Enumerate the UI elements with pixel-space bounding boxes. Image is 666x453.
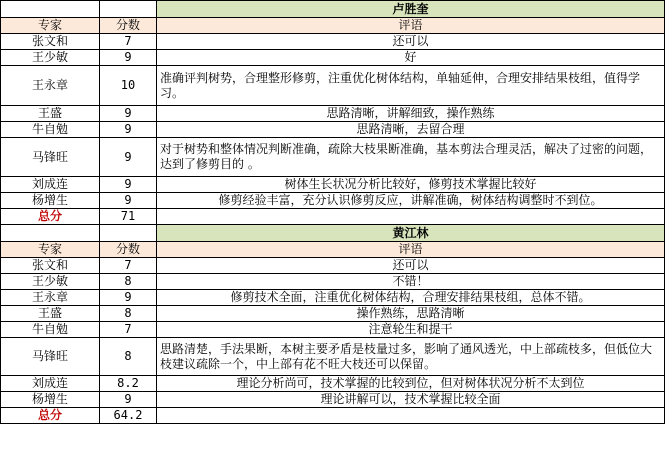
cell-blank[interactable] — [157, 209, 665, 225]
comment-text[interactable]: 理论分析尚可，技术掌握的比较到位，但对树体状况分析不太到位 — [157, 376, 665, 392]
cell-blank[interactable] — [1, 225, 100, 242]
table-row — [1, 338, 665, 376]
expert-name[interactable]: 王永章 — [1, 290, 100, 306]
table-row — [1, 274, 665, 290]
expert-name[interactable]: 王盛 — [1, 106, 100, 122]
expert-name[interactable]: 张文和 — [1, 258, 100, 274]
comment-text[interactable]: 思路清楚，手法果断，本树主要矛盾是枝量过多，影响了通风透光，中上部疏枝多，但低位大枝建议疏除一个，中上部有花不旺大枝还可以保留。 — [157, 338, 665, 376]
table-row — [1, 322, 665, 338]
table-row — [1, 376, 665, 392]
comment-text[interactable]: 注意轮生和提干 — [157, 322, 665, 338]
score-value[interactable]: 8 — [100, 338, 157, 376]
cell-blank[interactable] — [100, 225, 157, 242]
score-value[interactable]: 9 — [100, 138, 157, 177]
table-row — [1, 138, 665, 177]
comment-text[interactable]: 思路清晰，讲解细致，操作熟练 — [157, 106, 665, 122]
expert-name[interactable]: 王少敏 — [1, 50, 100, 66]
section-title[interactable]: 卢胜奎 — [157, 1, 665, 18]
comment-text[interactable]: 好 — [157, 50, 665, 66]
cell-blank[interactable] — [157, 408, 665, 424]
expert-name[interactable]: 杨增生 — [1, 193, 100, 209]
expert-name[interactable]: 马锋旺 — [1, 338, 100, 376]
score-value[interactable]: 7 — [100, 258, 157, 274]
comment-text[interactable]: 不错！ — [157, 274, 665, 290]
expert-name[interactable]: 张文和 — [1, 34, 100, 50]
comment-text[interactable]: 思路清晰，去留合理 — [157, 122, 665, 138]
header-score[interactable]: 分数 — [100, 18, 157, 34]
score-value[interactable]: 7 — [100, 34, 157, 50]
header-expert[interactable]: 专家 — [1, 242, 100, 258]
score-value[interactable]: 8 — [100, 274, 157, 290]
score-value[interactable]: 9 — [100, 177, 157, 193]
table-row — [1, 290, 665, 306]
table-row — [1, 258, 665, 274]
expert-name[interactable]: 牛自勉 — [1, 322, 100, 338]
expert-name[interactable]: 王盛 — [1, 306, 100, 322]
section-1-title-row — [1, 1, 665, 18]
table-row — [1, 66, 665, 106]
header-comment[interactable]: 评语 — [157, 18, 665, 34]
section-2-title-row — [1, 225, 665, 242]
comment-text[interactable]: 理论讲解可以，技术掌握比较全面 — [157, 392, 665, 408]
header-score[interactable]: 分数 — [100, 242, 157, 258]
score-value[interactable]: 8 — [100, 306, 157, 322]
table-row — [1, 50, 665, 66]
table-row — [1, 177, 665, 193]
comment-text[interactable]: 对于树势和整体情况判断准确，疏除大枝果断准确，基本剪法合理灵活，解决了过密的问题，达到了修剪目的 。 — [157, 138, 665, 177]
header-expert[interactable]: 专家 — [1, 18, 100, 34]
expert-name[interactable]: 王少敏 — [1, 274, 100, 290]
comment-text[interactable]: 准确评判树势，合理整形修剪，注重优化树体结构，单轴延伸，合理安排结果枝组，值得学习。 — [157, 66, 665, 106]
comment-text[interactable]: 树体生长状况分析比较好，修剪技术掌握比较好 — [157, 177, 665, 193]
comment-text[interactable]: 还可以 — [157, 34, 665, 50]
score-value[interactable]: 9 — [100, 392, 157, 408]
comment-text[interactable]: 操作熟练，思路清晰 — [157, 306, 665, 322]
comment-text[interactable]: 修剪技术全面，注重优化树体结构，合理安排结果枝组，总体不错。 — [157, 290, 665, 306]
cell-blank[interactable] — [100, 1, 157, 18]
score-value[interactable]: 7 — [100, 322, 157, 338]
table-row — [1, 34, 665, 50]
expert-name[interactable]: 刘成连 — [1, 376, 100, 392]
cell-blank[interactable] — [1, 1, 100, 18]
total-score[interactable]: 71 — [100, 209, 157, 225]
score-value[interactable]: 8.2 — [100, 376, 157, 392]
expert-name[interactable]: 王永章 — [1, 66, 100, 106]
comment-text[interactable]: 修剪经验丰富，充分认识修剪反应，讲解准确，树体结构调整时不到位。 — [157, 193, 665, 209]
table-row — [1, 122, 665, 138]
total-label[interactable]: 总分 — [1, 408, 100, 424]
score-value[interactable]: 9 — [100, 122, 157, 138]
section-title[interactable]: 黄江林 — [157, 225, 665, 242]
table-row — [1, 193, 665, 209]
total-row — [1, 209, 665, 225]
header-row — [1, 18, 665, 34]
header-row — [1, 242, 665, 258]
score-value[interactable]: 9 — [100, 193, 157, 209]
expert-name[interactable]: 马锋旺 — [1, 138, 100, 177]
total-label[interactable]: 总分 — [1, 209, 100, 225]
total-row — [1, 408, 665, 424]
score-value[interactable]: 9 — [100, 290, 157, 306]
expert-name[interactable]: 刘成连 — [1, 177, 100, 193]
expert-name[interactable]: 杨增生 — [1, 392, 100, 408]
table-row — [1, 106, 665, 122]
score-value[interactable]: 9 — [100, 50, 157, 66]
comment-text[interactable]: 还可以 — [157, 258, 665, 274]
expert-name[interactable]: 牛自勉 — [1, 122, 100, 138]
table-row — [1, 306, 665, 322]
score-value[interactable]: 9 — [100, 106, 157, 122]
table-row — [1, 392, 665, 408]
header-comment[interactable]: 评语 — [157, 242, 665, 258]
total-score[interactable]: 64.2 — [100, 408, 157, 424]
score-value[interactable]: 10 — [100, 66, 157, 106]
